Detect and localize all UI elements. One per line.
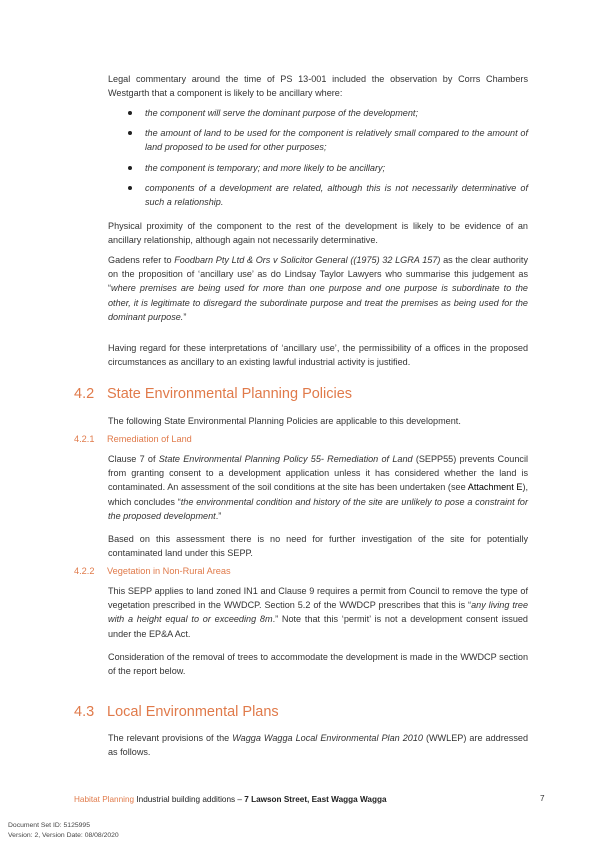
attachment-e-reference: Attachment E <box>467 482 523 493</box>
section-heading-4-3: 4.3 Local Environmental Plans <box>74 704 279 720</box>
bullet-icon <box>128 131 132 135</box>
bullet-icon <box>128 111 132 115</box>
intro-paragraph: Legal commentary around the time of PS 13-001 included the observation by Corrs Chambers Westgarth that a component is likely to be ancillary where: <box>108 74 528 99</box>
based-paragraph: Based on this assessment there is no need for further investigation of the site for potentially contaminated land under this SEPP. <box>108 534 528 559</box>
list-item: components of a development are related, although this is not necessarily determinative of such a relationship. <box>108 181 528 209</box>
relevant-paragraph: The relevant provisions of the Wagga Wagga Local Environmental Plan 2010 (WWLEP) are addressed as follows. <box>108 733 528 758</box>
consideration-paragraph: Consideration of the removal of trees to accommodate the development is made in the WWDCP section of the report below. <box>108 652 528 677</box>
having-regard-paragraph: Having regard for these interpretations of ‘ancillary use’, the permissibility of a offices in the proposed circumstances as ancillary to an existing lawful industrial activity is justified. <box>108 343 528 368</box>
section-heading-4-2-1: 4.2.1 Remediation of Land <box>74 434 192 444</box>
clause7-paragraph: Clause 7 of State Environmental Planning Policy 55- Remediation of Land (SEPP55) prevents Council from granting consent to a development application unless it has considered whether the land is contaminated. An assessment of the soil conditions at the site has been undertaken (see Attachment E), which concludes “the environmental condition and history of the site are unlikely to pose a constraint for the proposed development.” <box>108 454 528 521</box>
page-number: 7 <box>540 794 545 803</box>
list-item: the component is temporary; and more likely to be ancillary; <box>108 161 528 175</box>
list-item: the amount of land to be used for the component is relatively small compared to the amount of land proposed to be used for other purposes; <box>108 126 528 154</box>
gadens-paragraph: Gadens refer to Foodbarn Pty Ltd & Ors v Solicitor General ((1975) 32 LGRA 157) as the clear authority on the proposition of ‘ancillary use’ as do Lindsay Taylor Lawyers who summarise this judgement as “where premises are being used for more than one purpose and one purpose is subordinate to the other, it is legitimate to disregard the subordinate purpose and treat the premises as being used for the dominant purpose.” <box>108 255 528 322</box>
bullet-icon <box>128 166 132 170</box>
page-footer: Habitat Planning Industrial building additions – 7 Lawson Street, East Wagga Wagga <box>74 795 387 804</box>
proximity-paragraph: Physical proximity of the component to the rest of the development is likely to be evidence of an ancillary relationship, although again not necessarily determinative. <box>108 221 528 246</box>
section-heading-4-2-2: 4.2.2 Vegetation in Non-Rural Areas <box>74 566 231 576</box>
document-info: Document Set ID: 5125995 Version: 2, Version Date: 08/08/2020 <box>8 822 119 839</box>
bullet-icon <box>128 186 132 190</box>
section-heading-4-2: 4.2 State Environmental Planning Policies <box>74 386 353 402</box>
sepp-paragraph: This SEPP applies to land zoned IN1 and Clause 9 requires a permit from Council to remove the type of vegetation prescribed in the WWDCP. Section 5.2 of the WWDCP prescribes that this is “any living tree with a height equal to or exceeding 8m.” Note that this ‘permit’ is not a development consent issued under the EP&A Act. <box>108 586 529 639</box>
list-item: the component will serve the dominant purpose of the development; <box>108 106 528 120</box>
following-paragraph: The following State Environmental Planning Policies are applicable to this development. <box>108 416 461 426</box>
ancillary-criteria-list <box>108 106 528 215</box>
